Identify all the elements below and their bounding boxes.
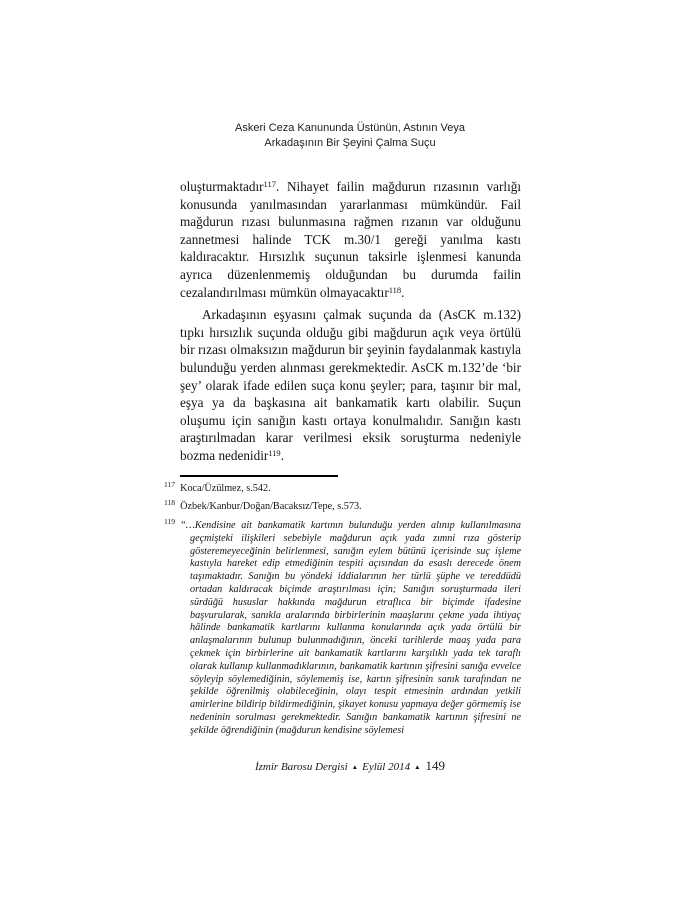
footnote-119 [164, 517, 521, 738]
footnote-number: 117 [164, 479, 176, 489]
paragraph-text: . [401, 284, 405, 300]
issue-date: Eylül 2014 [362, 761, 411, 773]
paragraph-text: Arkadaşının eşyasını çalmak suçunda da (AsCK m.132) tıpkı hırsızlık suçunda olduğu gibi mağdurun açık veya örtülü bir rızası olmaksızın mağdurun bir şeyinin faydalanmak kastıyla bulunduğu yerden alınması gerekmektedir. AsCK m.132’de ‘bir şey’ olarak ifade edilen suça konu şeyler; para, taşınır bir mal, eşya ya da başkasına ait bankamatik kartı olabilir. Suçun oluşumu için sanığın kastı ortaya konulmalıdır. Sanığın kastı araştırılmadan karar verilmesi eksik soruşturma nedeniyle bozma nedenidir [180, 307, 521, 463]
footnote-reference: 117 [263, 179, 276, 189]
footnote-reference: 118 [388, 284, 402, 295]
footnote-117 [164, 479, 521, 496]
paragraph-text: oluşturmaktadır [180, 179, 264, 194]
footnote-separator-rule [180, 475, 338, 477]
footnote-text: Koca/Üzülmez, s.542. [180, 482, 271, 494]
journal-name: İzmir Barosu Dergisi [254, 761, 348, 773]
page-footer [0, 758, 700, 774]
paragraph [180, 306, 521, 464]
paragraph [180, 178, 521, 301]
footnote-number: 119 [164, 517, 176, 527]
footnote-118 [164, 498, 521, 514]
paragraph-text: . Nihayet failin mağdurun rızasının varlığı konusunda yanılmasından yararlanması mümkündür. Fail mağdurun rızası bulunmasına rağmen rızanın var olduğunu zannetmesi halinde TCK m.30/1 gereği yanılma kastı kaldıracaktır. Hırsızlık suçunun taksirle işlenmesi kanunda ayrıca düzenlenmemiş olduğundan bu durumda failin cezalandırılması mümkün olmayacaktır [180, 179, 521, 300]
paragraph-text: . [280, 447, 284, 463]
footnote-reference: 119 [268, 447, 281, 458]
running-title-line-2: Arkadaşının Bir Şeyini Çalma Suçu [264, 137, 436, 149]
article-body [180, 178, 521, 465]
footnote-number: 118 [164, 498, 176, 508]
footnote-text: “…Kendisine ait bankamatik kartının bulunduğu yerden alınıp kullanılmasına geçmişteki ilişkileri sebebiyle mağdurun açık yada zımni rıza gösterip gösteremeyeceğinin belirlenmesi, sanığın eylem bütünü içerisinde suç işleme kastıyla hareket edip etmediğinin tespiti açısından da esaslı derecede önem taşımaktadır. Sanığın bu yöndeki iddialarının her türlü şüphe ve tereddüdü ortadan kaldıracak biçimde araştırılması için; Sanığın soruşturmada ileri sürdüğü hususlar hakkında mağdurun etraflıca bir biçimde ifadesine başvurularak, sanıkla aralarında birbirlerinin maaşlarını çekme yada ihtiyaç hâlinde bankamatik kartlarını kullanma konularında açık yada örtülü bir anlaşmalarının bulunup bulunmadığının, önceki tarihlerde maaş yada para çekmek için birbirlerine ait bankamatik kartlarını karşılıklı yada tek taraflı olarak kullanıp kullanmadıklarının, bankamatik kartının şifresini sanığa evvelce söyleyip söylemediğinin, söylememiş ise, kartın şifresinin sanık tarafından ne şekilde öğrenilmiş olabileceğinin, olayı tespit etmesinin ardından yetkili amirlerine bildirip bildirmediğinin, şikayet konusu yapmaya değer görmemiş ise nedeninin sorulması gerekmektedir. Sanığın bankamatik kartının şifresini ne şekilde öğrendiğinin (mağdurun kendisine söylemesi [180, 520, 521, 736]
footnote-text: Özbek/Kanbur/Doğan/Bacaksız/Tepe, s.573. [180, 501, 362, 513]
page-number: 149 [425, 758, 446, 773]
footnotes-section [164, 479, 521, 738]
triangle-separator-icon: ▲ [351, 763, 359, 771]
triangle-separator-icon: ▲ [414, 763, 421, 771]
running-title-line-1: Askeri Ceza Kanununda Üstünün, Astının Veya [235, 122, 465, 134]
running-title [0, 0, 700, 151]
